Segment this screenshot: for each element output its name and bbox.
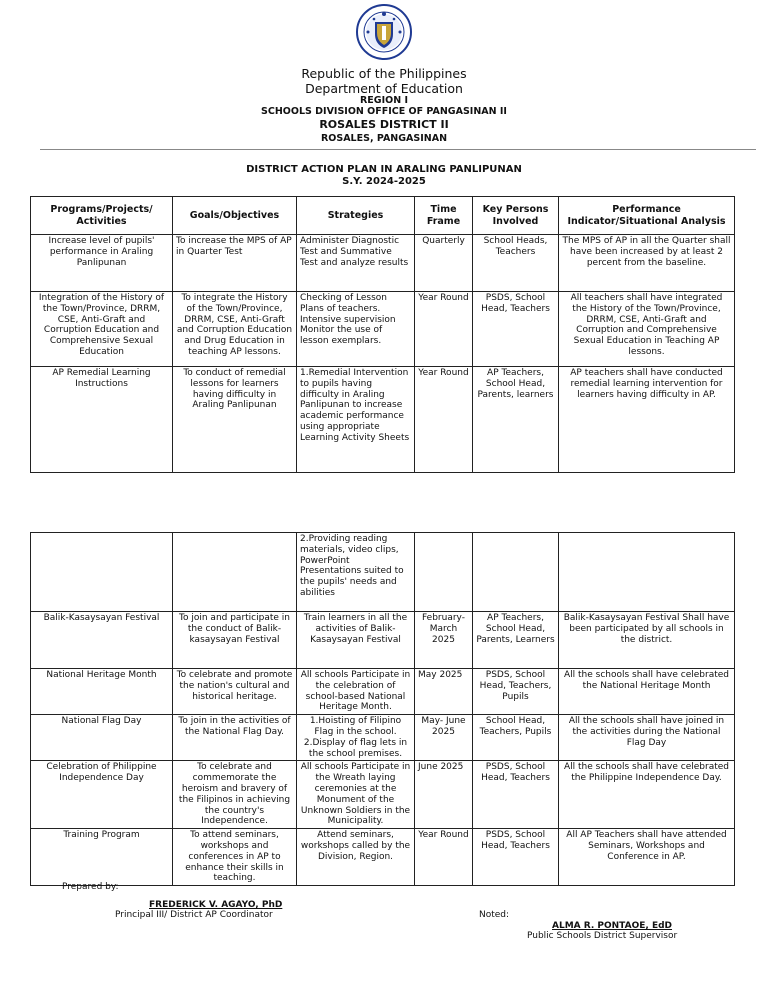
cell-goal: To integrate the History of the Town/Province, DRRM, CSE, Anti-Graft and Corruption Education and Drug Education in teaching AP lessons. bbox=[173, 292, 297, 367]
table-row bbox=[31, 669, 735, 715]
cell-program: Celebration of Philippine Independence Day bbox=[31, 761, 173, 829]
cell-program: National Flag Day bbox=[31, 715, 173, 761]
cell-time: Year Round bbox=[415, 367, 473, 473]
cell-strategy: 1.Hoisting of Filipino Flag in the school. 2.Display of flag lets in the school premises. bbox=[297, 715, 415, 761]
cell-time bbox=[415, 533, 473, 612]
cell-persons: PSDS, School Head, Teachers, Pupils bbox=[473, 669, 559, 715]
cell-persons: PSDS, School Head, Teachers bbox=[473, 292, 559, 367]
cell-strategy: Administer Diagnostic Test and Summative Test and analyze results bbox=[297, 235, 415, 292]
cell-indicator: All the schools shall have celebrated the National Heritage Month bbox=[559, 669, 735, 715]
noter-name: ALMA R. PONTAOE, EdD bbox=[552, 921, 673, 931]
header-district: ROSALES DISTRICT II bbox=[319, 118, 449, 131]
cell-goal: To conduct of remedial lessons for learners having difficulty in Araling Panlipunan bbox=[173, 367, 297, 473]
table-row bbox=[31, 715, 735, 761]
cell-strategy: All schools Participate in the Wreath laying ceremonies at the Monument of the Unknown Soldiers in the Municipality. bbox=[297, 761, 415, 829]
table-row bbox=[31, 829, 735, 886]
deped-seal-icon bbox=[356, 4, 412, 60]
col-header-performance: Performance Indicator/Situational Analysis bbox=[559, 197, 735, 235]
table-row bbox=[31, 612, 735, 669]
cell-indicator bbox=[559, 533, 735, 612]
cell-time: June 2025 bbox=[415, 761, 473, 829]
cell-time: Year Round bbox=[415, 292, 473, 367]
cell-strategy: Checking of Lesson Plans of teachers. Intensive supervision Monitor the use of lesson exemplars. bbox=[297, 292, 415, 367]
cell-program: Increase level of pupils' performance in Araling Panlipunan bbox=[31, 235, 173, 292]
cell-strategy: Train learners in all the activities of Balik-Kasaysayan Festival bbox=[297, 612, 415, 669]
table-row bbox=[31, 235, 735, 292]
header-region: REGION I bbox=[359, 95, 408, 106]
cell-program: AP Remedial Learning Instructions bbox=[31, 367, 173, 473]
cell-strategy: Attend seminars, workshops called by the Division, Region. bbox=[297, 829, 415, 886]
cell-time: February-March 2025 bbox=[415, 612, 473, 669]
cell-indicator: Balik-Kasaysayan Festival Shall have been participated by all schools in the district. bbox=[559, 612, 735, 669]
col-header-programs: Programs/Projects/ Activities bbox=[31, 197, 173, 235]
cell-time: Year Round bbox=[415, 829, 473, 886]
prepared-by-label: Prepared by: bbox=[62, 882, 119, 892]
col-header-strategies: Strategies bbox=[297, 197, 415, 235]
table-header-row bbox=[31, 197, 735, 235]
cell-indicator: All the schools shall have joined in the activities during the National Flag Day bbox=[559, 715, 735, 761]
col-header-key-persons: Key Persons Involved bbox=[473, 197, 559, 235]
cell-program bbox=[31, 533, 173, 612]
cell-goal bbox=[173, 533, 297, 612]
cell-goal: To celebrate and promote the nation's cultural and historical heritage. bbox=[173, 669, 297, 715]
table-row bbox=[31, 761, 735, 829]
cell-persons: PSDS, School Head, Teachers bbox=[473, 829, 559, 886]
cell-indicator: All the schools shall have celebrated the Philippine Independence Day. bbox=[559, 761, 735, 829]
table-row bbox=[31, 367, 735, 473]
cell-indicator: AP teachers shall have conducted remedial learning intervention for learners having difficulty in AP. bbox=[559, 367, 735, 473]
cell-strategy: All schools Participate in the celebration of school-based National Heritage Month. bbox=[297, 669, 415, 715]
cell-goal: To attend seminars, workshops and conferences in AP to enhance their skills in teaching. bbox=[173, 829, 297, 886]
table-row bbox=[31, 533, 735, 612]
cell-strategy: 1.Remedial Intervention to pupils having difficulty in Araling Panlipunan to increase academic performance using appropriate Learning Activity Sheets bbox=[297, 367, 415, 473]
cell-persons bbox=[473, 533, 559, 612]
preparer-name: FREDERICK V. AGAYO, PhD bbox=[149, 900, 283, 910]
plan-title: DISTRICT ACTION PLAN IN ARALING PANLIPUNAN bbox=[246, 164, 522, 175]
cell-program: Integration of the History of the Town/Province, DRRM, CSE, Anti-Graft and Corruption Education and Comprehensive Sexual Education bbox=[31, 292, 173, 367]
cell-persons: School Heads, Teachers bbox=[473, 235, 559, 292]
preparer-title: Principal III/ District AP Coordinator bbox=[115, 910, 273, 920]
cell-goal: To join in the activities of the National Flag Day. bbox=[173, 715, 297, 761]
header-republic: Republic of the Philippines bbox=[301, 66, 467, 81]
noter-title: Public Schools District Supervisor bbox=[527, 931, 678, 941]
school-year: S.Y. 2024-2025 bbox=[342, 176, 426, 187]
cell-goal: To increase the MPS of AP in Quarter Test bbox=[173, 235, 297, 292]
action-plan-table-part2 bbox=[30, 532, 735, 886]
action-plan-table-part1 bbox=[30, 196, 735, 473]
cell-strategy: 2.Providing reading materials, video clips, PowerPoint Presentations suited to the pupils' needs and abilities bbox=[297, 533, 415, 612]
header-divider bbox=[40, 149, 756, 150]
cell-persons: AP Teachers, School Head, Parents, Learners bbox=[473, 612, 559, 669]
col-header-time-frame: Time Frame bbox=[415, 197, 473, 235]
cell-program: Training Program bbox=[31, 829, 173, 886]
cell-indicator: All teachers shall have integrated the History of the Town/Province, DRRM, CSE, Anti-Graft and Corruption and Comprehensive Sexual Education in Teaching AP lessons. bbox=[559, 292, 735, 367]
header-department: Department of Education bbox=[305, 81, 463, 96]
cell-goal: To celebrate and commemorate the heroism and bravery of the Filipinos in achieving the country's Independence. bbox=[173, 761, 297, 829]
cell-indicator: All AP Teachers shall have attended Seminars, Workshops and Conference in AP. bbox=[559, 829, 735, 886]
noted-label: Noted: bbox=[479, 910, 510, 920]
cell-time: May 2025 bbox=[415, 669, 473, 715]
cell-program: National Heritage Month bbox=[31, 669, 173, 715]
cell-persons: School Head, Teachers, Pupils bbox=[473, 715, 559, 761]
cell-time: Quarterly bbox=[415, 235, 473, 292]
cell-persons: PSDS, School Head, Teachers bbox=[473, 761, 559, 829]
table-row bbox=[31, 292, 735, 367]
cell-program: Balik-Kasaysayan Festival bbox=[31, 612, 173, 669]
cell-goal: To join and participate in the conduct of Balik-kasaysayan Festival bbox=[173, 612, 297, 669]
header-division: SCHOOLS DIVISION OFFICE OF PANGASINAN II bbox=[261, 106, 507, 117]
cell-time: May- June 2025 bbox=[415, 715, 473, 761]
cell-persons: AP Teachers, School Head, Parents, learners bbox=[473, 367, 559, 473]
col-header-goals: Goals/Objectives bbox=[173, 197, 297, 235]
header-place: ROSALES, PANGASINAN bbox=[320, 133, 448, 144]
cell-indicator: The MPS of AP in all the Quarter shall have been increased by at least 2 percent from the baseline. bbox=[559, 235, 735, 292]
